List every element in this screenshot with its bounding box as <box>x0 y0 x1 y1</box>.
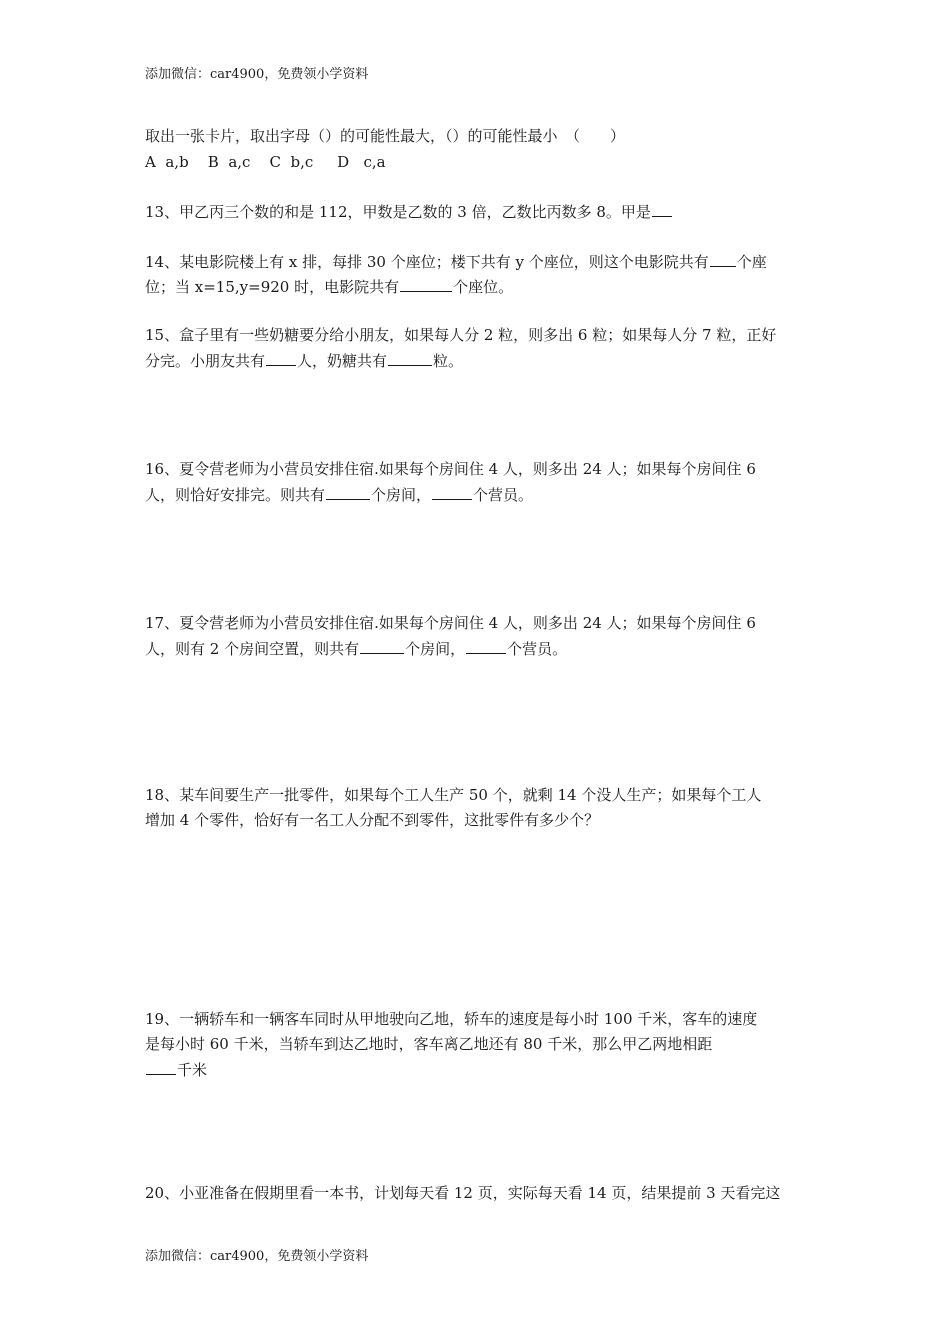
q14-line1 <box>145 251 810 272</box>
q17-text-a: 人，则有 2 个房间空置，则共有 <box>145 640 360 658</box>
q13-text: 13、甲乙丙三个数的和是 112，甲数是乙数的 3 倍，乙数比丙数多 8。甲是 <box>145 203 651 221</box>
q14-answer-blank-1[interactable] <box>710 251 736 267</box>
q17-line1: 17、夏令营老师为小营员安排住宿.如果每个房间住 4 人，则多出 24 人；如果每个房间住 6 <box>145 614 756 632</box>
q19-answer-blank[interactable] <box>146 1059 176 1075</box>
q16-text-c: 个营员。 <box>473 486 534 504</box>
q17-answer-blank-2[interactable] <box>466 638 506 654</box>
q16-line2 <box>145 484 810 505</box>
q18-line1: 18、某车间要生产一批零件，如果每个工人生产 50 个，就剩 14 个没人生产；如果每个工人 <box>145 786 762 804</box>
page-footer: 添加微信：car4900，免费领小学资料 <box>145 1249 369 1264</box>
q17-answer-blank-1[interactable] <box>360 638 404 654</box>
q17-line2 <box>145 638 810 659</box>
q19-line2: 是每小时 60 千米，当轿车到达乙地时，客车离乙地还有 80 千米，那么甲乙两地相距 <box>145 1035 713 1053</box>
q13-line1 <box>145 201 810 222</box>
q16-text-b: 个房间， <box>371 486 432 504</box>
q16-answer-blank-2[interactable] <box>432 484 472 500</box>
q15-line2 <box>145 350 810 371</box>
q15-text-a: 分完。小朋友共有 <box>145 352 266 370</box>
q14-text-a: 14、某电影院楼上有 x 排，每排 30 个座位；楼下共有 y 个座位，则这个电影院共有 <box>145 253 709 271</box>
q16-answer-blank-1[interactable] <box>326 484 370 500</box>
q15-line1: 15、盒子里有一些奶糖要分给小朋友，如果每人分 2 粒，则多出 6 粒；如果每人分 7 粒，正好 <box>145 326 777 344</box>
q14-text-d: 个座位。 <box>453 278 514 296</box>
q17-text-b: 个房间， <box>405 640 466 658</box>
q12-line1: 取出一张卡片，取出字母（）的可能性最大，（）的可能性最小 （ ） <box>145 127 626 145</box>
q14-text-c: 位；当 x=15,y=920 时，电影院共有 <box>145 278 400 296</box>
q19-line1: 19、一辆轿车和一辆客车同时从甲地驶向乙地，轿车的速度是每小时 100 千米，客车的速度 <box>145 1010 758 1028</box>
q13-answer-blank[interactable] <box>652 201 672 217</box>
q18-line2: 增加 4 个零件，恰好有一名工人分配不到零件，这批零件有多少个？ <box>145 811 600 829</box>
q15-answer-blank-2[interactable] <box>388 350 432 366</box>
q15-text-c: 粒。 <box>433 352 464 370</box>
q14-answer-blank-2[interactable] <box>400 276 452 292</box>
q12-options: A a,b B a,c C b,c D c,a <box>145 153 386 171</box>
q16-line1: 16、夏令营老师为小营员安排住宿.如果每个房间住 4 人，则多出 24 人；如果每个房间住 6 <box>145 460 756 478</box>
q14-line2 <box>145 276 810 297</box>
q15-answer-blank-1[interactable] <box>266 350 296 366</box>
q19-text-unit: 千米 <box>177 1061 208 1079</box>
q14-text-b: 个座 <box>736 253 767 271</box>
q16-text-a: 人，则恰好安排完。则共有 <box>145 486 326 504</box>
page-header: 添加微信：car4900，免费领小学资料 <box>145 67 369 82</box>
q15-text-b: 人，奶糖共有 <box>297 352 388 370</box>
q17-text-c: 个营员。 <box>507 640 568 658</box>
q20-line1: 20、小亚准备在假期里看一本书，计划每天看 12 页，实际每天看 14 页，结果提前 3 天看完这 <box>145 1184 781 1202</box>
q19-line3 <box>145 1059 810 1080</box>
